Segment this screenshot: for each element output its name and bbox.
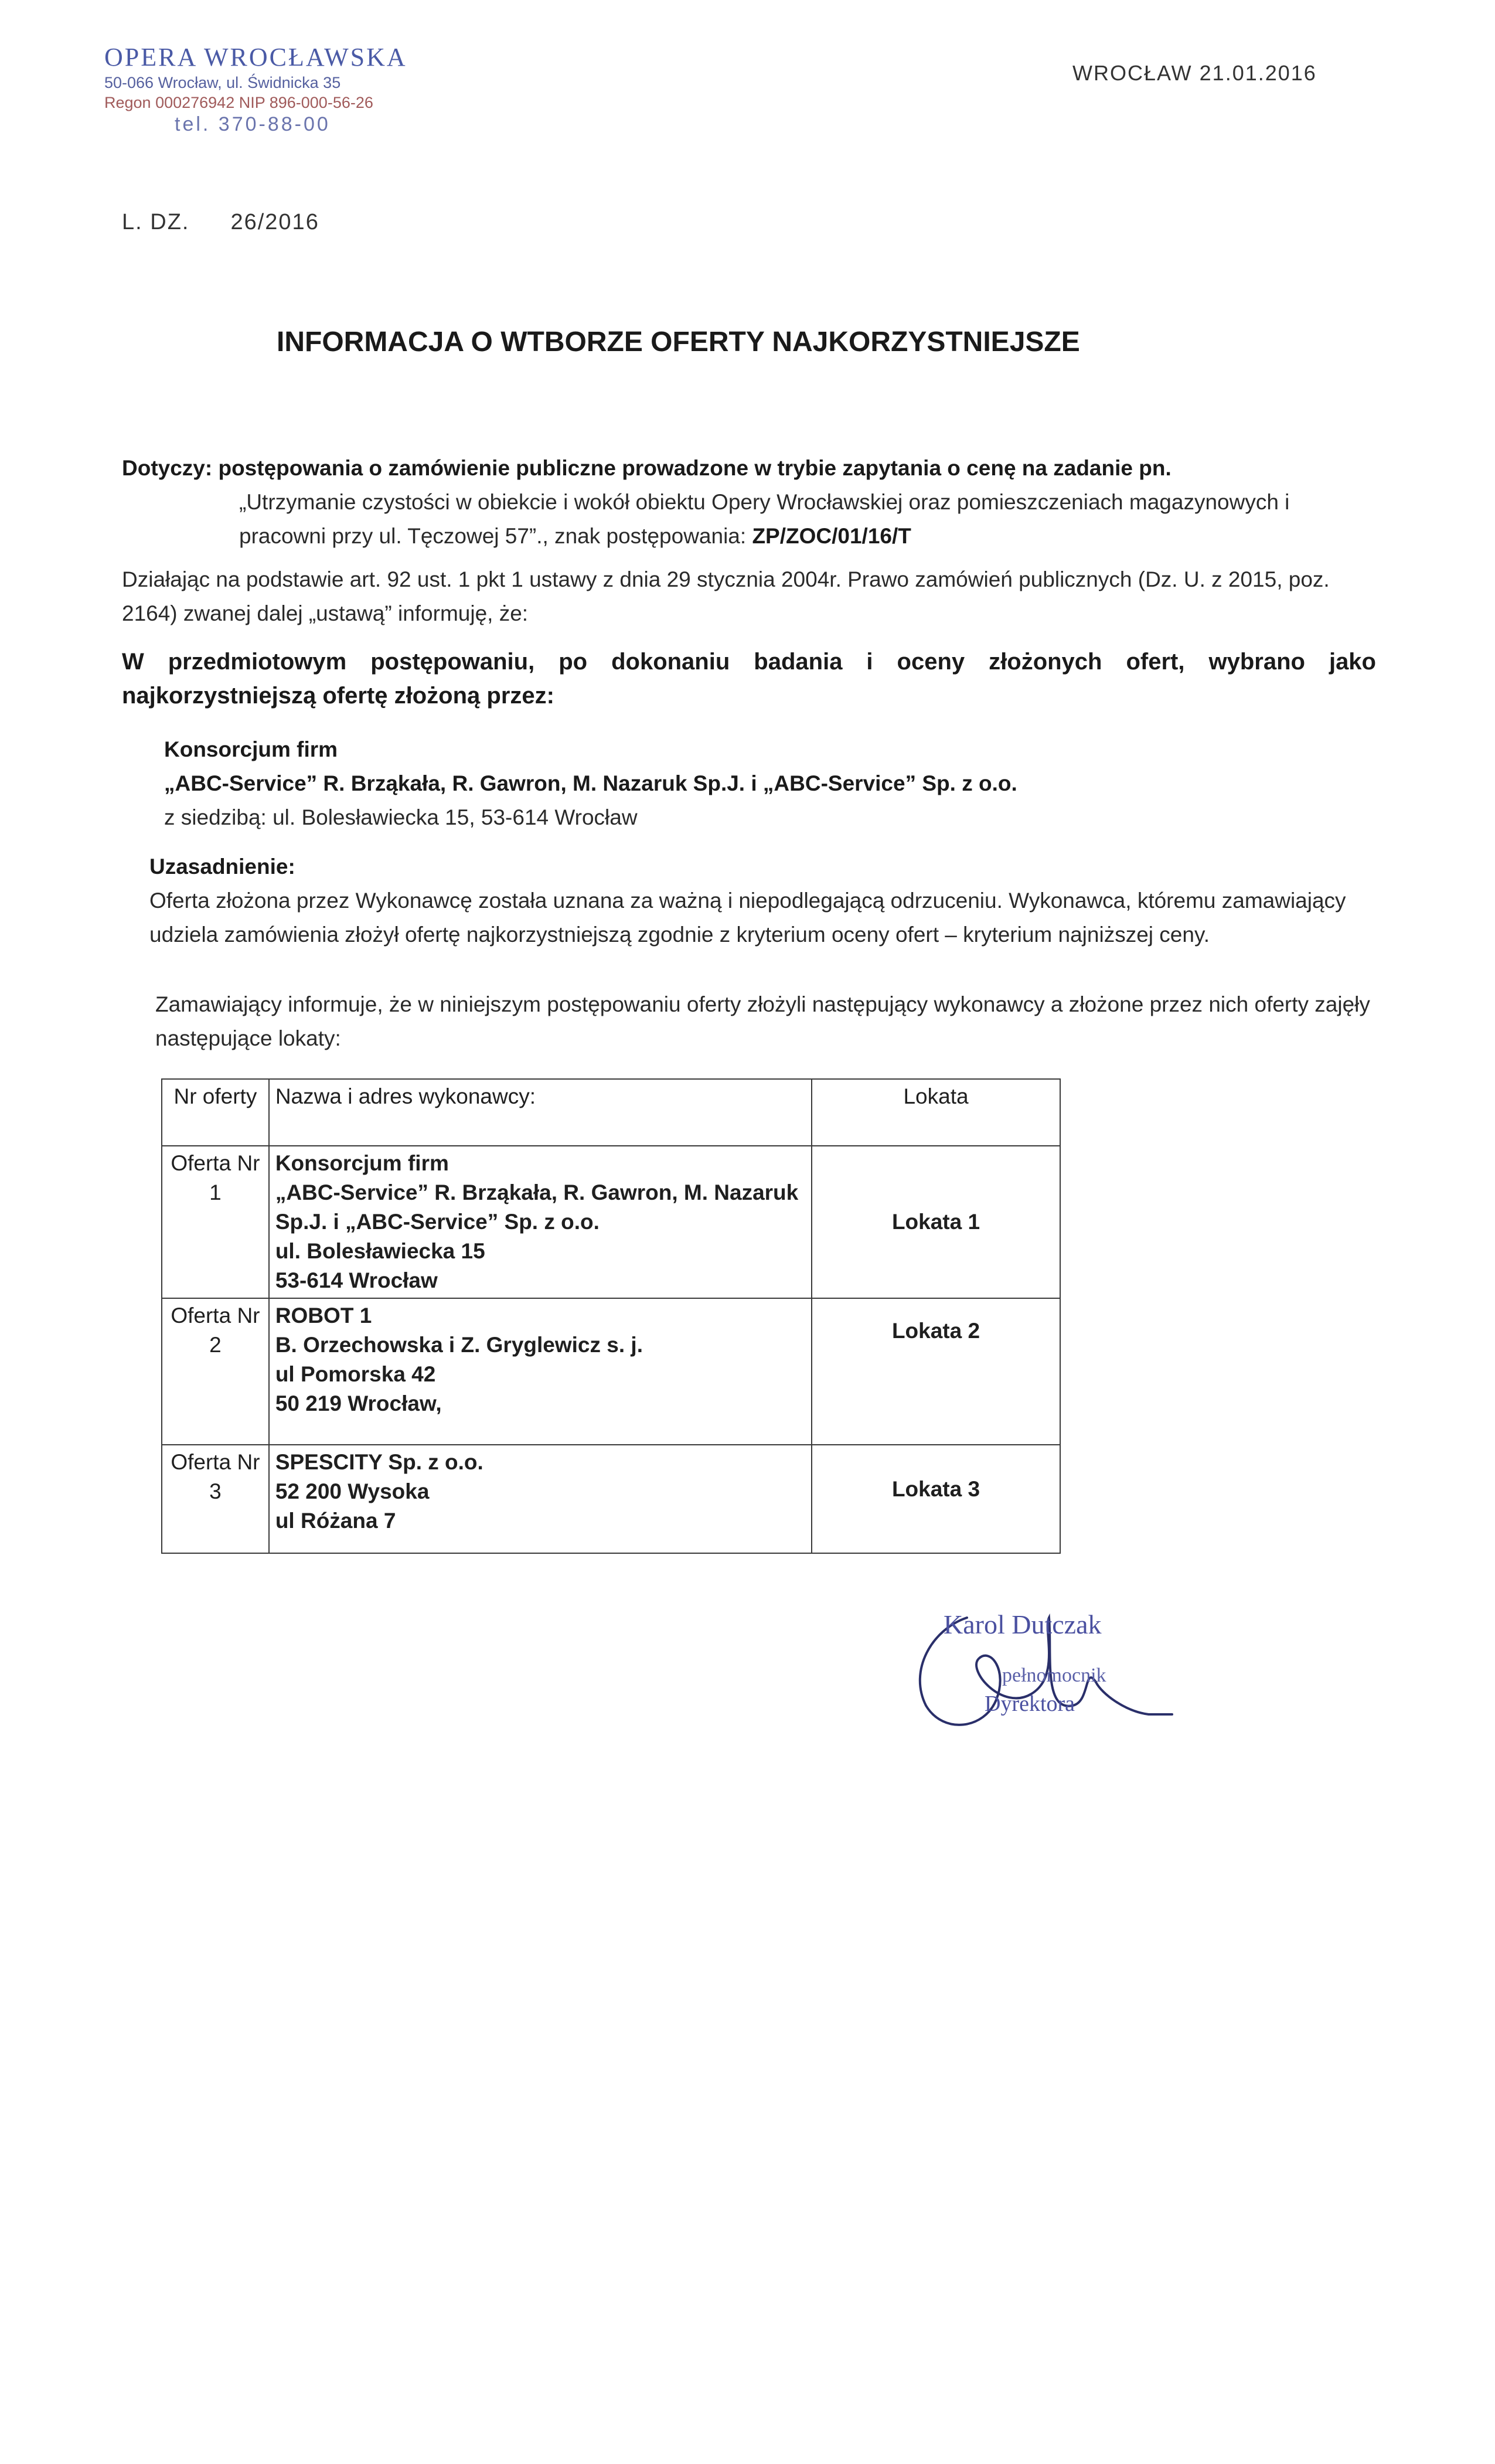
signature-role2: Dyrektora [985,1692,1075,1716]
winner-block [164,733,1336,835]
contractor-line: ul Różana 7 [275,1509,396,1533]
subject-text: postępowania o zamówienie publiczne prowadzone w trybie zapytania o cenę na zadanie pn. [218,456,1172,480]
justification-section [149,850,1368,952]
letterhead-address: 50-066 Wrocław, ul. Świdnicka 35 [104,74,341,91]
table-row [162,1146,1060,1298]
subject-detail [122,485,1376,553]
selection-statement: W przedmiotowym postępowaniu, po dokonaniu badania i oceny złożonych ofert, wybrano jako najkorzystniejszą ofertę złożoną przez: [122,649,1376,709]
document-date: WROCŁAW 21.01.2016 [1072,61,1317,85]
reference-label: L. DZ. [122,210,190,234]
contractor-line: 52 200 Wysoka [275,1479,430,1503]
signature-block [897,1594,1225,1752]
table-header-row [162,1079,1060,1146]
contractor-cell [269,1146,812,1298]
table-row [162,1298,1060,1445]
letterhead-ids: Regon 000276942 NIP 896-000-56-26 [104,94,373,111]
justification-text: Oferta złożona przez Wykonawcę została uznana za ważną i niepodlegającą odrzuceniu. Wykonawca, któremu zamawiający udziela zamówienia złożył ofertę najkorzystniejszą zgodnie z kryterium oceny ofert – kryterium najniższej ceny. [149,889,1346,947]
winner-line2: „ABC-Service” R. Brząkała, R. Gawron, M. Nazaruk Sp.J. i „ABC-Service” Sp. z o.o. [164,771,1017,795]
contractor-cell [269,1298,812,1445]
subject-title: „Utrzymanie czystości w obiekcie i wokół obiektu Opery Wrocławskiej oraz pomieszczeniach magazynowych i pracowni przy ul. Tęczowej 57”., znak postępowania: [239,490,1290,548]
header-offer-number: Nr oferty [162,1079,269,1146]
offer-number: Oferta Nr 1 [162,1146,269,1298]
offer-number: Oferta Nr 2 [162,1298,269,1445]
contractor-line: SPESCITY Sp. z o.o. [275,1450,483,1474]
offers-table [161,1078,1061,1554]
document-title: INFORMACJA O WTBORZE OFERTY NAJKORZYSTNIEJSZE [277,326,1080,358]
contractor-line: Konsorcjum firm [275,1151,449,1175]
contractor-line: ROBOT 1 [275,1304,372,1328]
contractor-line: B. Orzechowska i Z. Gryglewicz s. j. [275,1333,643,1357]
header-rank: Lokata [812,1079,1060,1146]
letterhead-phone: tel. 370-88-00 [175,113,331,135]
contractor-cell [269,1445,812,1553]
contractor-line: 50 219 Wrocław, [275,1391,442,1415]
legal-basis: Działając na podstawie art. 92 ust. 1 pkt 1 ustawy z dnia 29 stycznia 2004r. Prawo zamówień publicznych (Dz. U. z 2015, poz. 2164) zwanej dalej „ustawą” informuję, że: [122,567,1330,625]
letterhead-stamp [104,42,433,136]
rank-cell: Lokata 3 [812,1445,1060,1553]
reference-number [122,210,319,235]
contractor-line: ul Pomorska 42 [275,1362,436,1386]
letterhead-name: OPERA WROCŁAWSKA [104,43,407,72]
contractor-line: 53-614 Wrocław [275,1268,438,1292]
justification-label: Uzasadnienie: [149,855,295,879]
winner-line1: Konsorcjum firm [164,737,338,761]
reference-value: 26/2016 [230,210,319,234]
header-contractor: Nazwa i adres wykonawcy: [269,1079,812,1146]
rank-cell: Lokata 2 [812,1298,1060,1445]
rank-cell: Lokata 1 [812,1146,1060,1298]
contractor-line: ul. Bolesławiecka 15 [275,1239,485,1263]
contractor-line: „ABC-Service” R. Brząkała, R. Gawron, M. Nazaruk Sp.J. i „ABC-Service” Sp. z o.o. [275,1180,799,1234]
subject-label: Dotyczy: [122,456,213,480]
winner-address: z siedzibą: ul. Bolesławiecka 15, 53-614 Wrocław [164,805,638,829]
offer-number: Oferta Nr 3 [162,1445,269,1553]
table-row [162,1445,1060,1553]
signature-role1: pełnomocnik [1002,1665,1106,1686]
subject-section [122,451,1376,553]
signature-name: Karol Dutczak [944,1609,1102,1639]
case-mark: ZP/ZOC/01/16/T [752,524,911,548]
ranking-intro: Zamawiający informuje, że w niniejszym postępowaniu oferty złożyli następujący wykonawcy a złożone przez nich oferty zajęły następujące lokaty: [155,992,1370,1050]
